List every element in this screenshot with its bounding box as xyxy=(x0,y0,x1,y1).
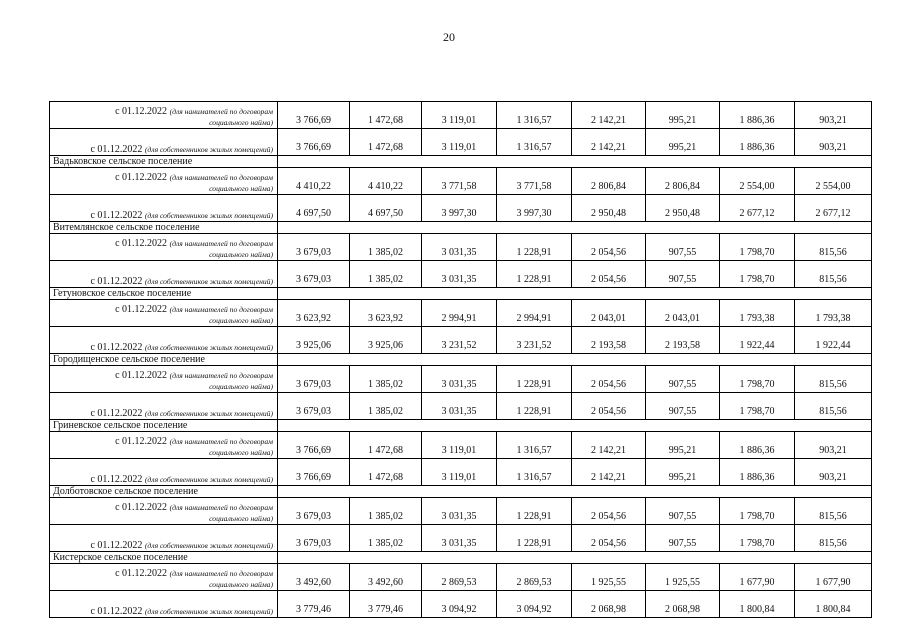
table-cell: 995,21 xyxy=(646,432,720,459)
table-cell: 2 054,56 xyxy=(572,366,646,393)
table-cell: 3 231,52 xyxy=(422,327,497,354)
table-cell: 3 094,92 xyxy=(497,591,572,618)
table-cell: 1 925,55 xyxy=(646,564,720,591)
row-note-owners: (для собственников жилых помещений) xyxy=(144,211,273,220)
table-row-tenants xyxy=(50,564,872,591)
table-cell: 995,21 xyxy=(646,102,720,129)
row-note-tenants-2: социального найма) xyxy=(209,514,273,523)
table-cell: 1 316,57 xyxy=(497,129,572,156)
table-cell: 3 771,58 xyxy=(422,168,497,195)
row-date: с 01.12.2022 xyxy=(90,342,143,353)
table-cell: 1 228,91 xyxy=(497,234,572,261)
row-label-tenants xyxy=(50,168,278,195)
table-cell: 815,56 xyxy=(795,234,872,261)
table-cell: 3 031,35 xyxy=(422,234,497,261)
table-cell: 1 798,70 xyxy=(720,393,795,420)
table-cell: 1 677,90 xyxy=(720,564,795,591)
row-date: с 01.12.2022 xyxy=(90,276,143,287)
table-cell: 3 031,35 xyxy=(422,393,497,420)
row-date: с 01.12.2022 xyxy=(90,606,143,617)
table-cell: 3 925,06 xyxy=(278,327,350,354)
table-cell: 2 054,56 xyxy=(572,234,646,261)
settlement-header-blank xyxy=(278,156,872,168)
table-cell: 3 031,35 xyxy=(422,261,497,288)
table-cell: 995,21 xyxy=(646,129,720,156)
row-label-owners xyxy=(50,393,278,420)
table-cell: 2 950,48 xyxy=(572,195,646,222)
row-note-owners: (для собственников жилых помещений) xyxy=(144,475,273,484)
table-cell: 1 677,90 xyxy=(795,564,872,591)
table-cell: 3 031,35 xyxy=(422,525,497,552)
table-cell: 2 142,21 xyxy=(572,459,646,486)
row-date: с 01.12.2022 xyxy=(115,238,168,249)
row-date: с 01.12.2022 xyxy=(90,210,143,221)
row-label-owners xyxy=(50,261,278,288)
table-cell: 2 950,48 xyxy=(646,195,720,222)
settlement-name: Витемлянское сельское поселение xyxy=(50,222,278,234)
row-note-tenants-2: социального найма) xyxy=(209,250,273,259)
row-note-tenants-1: (для нанимателей по договорам xyxy=(169,107,273,116)
table-cell: 1 228,91 xyxy=(497,366,572,393)
table-cell: 3 031,35 xyxy=(422,366,497,393)
table-cell: 1 800,84 xyxy=(720,591,795,618)
table-cell: 4 697,50 xyxy=(350,195,422,222)
table-cell: 815,56 xyxy=(795,261,872,288)
table-cell: 907,55 xyxy=(646,261,720,288)
table-cell: 1 228,91 xyxy=(497,393,572,420)
table-cell: 1 798,70 xyxy=(720,498,795,525)
table-row-owners xyxy=(50,393,872,420)
row-label-tenants xyxy=(50,564,278,591)
table-cell: 1 228,91 xyxy=(497,261,572,288)
row-date: с 01.12.2022 xyxy=(90,474,143,485)
table-cell: 2 994,91 xyxy=(497,300,572,327)
table-cell: 2 043,01 xyxy=(646,300,720,327)
row-label-tenants xyxy=(50,300,278,327)
table-cell: 3 766,69 xyxy=(278,459,350,486)
settlement-name: Кистерское сельское поселение xyxy=(50,552,278,564)
table-row-tenants xyxy=(50,168,872,195)
row-note-tenants-1: (для нанимателей по договорам xyxy=(169,569,273,578)
row-note-owners: (для собственников жилых помещений) xyxy=(144,145,273,154)
table-cell: 3 925,06 xyxy=(350,327,422,354)
table-cell: 907,55 xyxy=(646,525,720,552)
row-note-tenants-1: (для нанимателей по договорам xyxy=(169,437,273,446)
row-note-tenants-2: социального найма) xyxy=(209,118,273,127)
settlement-name: Долботовское сельское поселение xyxy=(50,486,278,498)
table-cell: 2 869,53 xyxy=(422,564,497,591)
table-row-tenants xyxy=(50,498,872,525)
table-cell: 903,21 xyxy=(795,102,872,129)
settlement-header-blank xyxy=(278,486,872,498)
table-cell: 995,21 xyxy=(646,459,720,486)
row-note-owners: (для собственников жилых помещений) xyxy=(144,277,273,286)
table-cell: 4 697,50 xyxy=(278,195,350,222)
table-cell: 3 779,46 xyxy=(278,591,350,618)
table-cell: 4 410,22 xyxy=(350,168,422,195)
settlement-header-blank xyxy=(278,222,872,234)
table-cell: 1 925,55 xyxy=(572,564,646,591)
table-cell: 3 679,03 xyxy=(278,366,350,393)
table-cell: 815,56 xyxy=(795,498,872,525)
table-cell: 903,21 xyxy=(795,432,872,459)
settlement-name: Гриневское сельское поселение xyxy=(50,420,278,432)
row-date: с 01.12.2022 xyxy=(115,436,168,447)
table-cell: 3 679,03 xyxy=(278,234,350,261)
table-row-owners xyxy=(50,459,872,486)
row-note-owners: (для собственников жилых помещений) xyxy=(144,607,273,616)
row-note-tenants-1: (для нанимателей по договорам xyxy=(169,239,273,248)
table-cell: 2 054,56 xyxy=(572,498,646,525)
table-cell: 1 316,57 xyxy=(497,459,572,486)
table-cell: 2 869,53 xyxy=(497,564,572,591)
table-cell: 1 472,68 xyxy=(350,432,422,459)
row-note-tenants-2: социального найма) xyxy=(209,580,273,589)
table-cell: 3 766,69 xyxy=(278,102,350,129)
table-cell: 1 472,68 xyxy=(350,129,422,156)
row-note-owners: (для собственников жилых помещений) xyxy=(144,541,273,550)
settlement-header-row xyxy=(50,552,872,564)
table-cell: 815,56 xyxy=(795,366,872,393)
row-note-tenants-2: социального найма) xyxy=(209,184,273,193)
table-cell: 3 231,52 xyxy=(497,327,572,354)
table-cell: 3 094,92 xyxy=(422,591,497,618)
row-label-owners xyxy=(50,327,278,354)
table-cell: 3 997,30 xyxy=(497,195,572,222)
table-row-owners xyxy=(50,525,872,552)
table-cell: 3 623,92 xyxy=(278,300,350,327)
table-cell: 1 886,36 xyxy=(720,459,795,486)
table-cell: 2 994,91 xyxy=(422,300,497,327)
row-date: с 01.12.2022 xyxy=(115,304,168,315)
tariff-table xyxy=(49,101,872,618)
settlement-header-row xyxy=(50,222,872,234)
row-date: с 01.12.2022 xyxy=(115,370,168,381)
settlement-header-blank xyxy=(278,288,872,300)
table-row-owners xyxy=(50,327,872,354)
row-note-tenants-2: социального найма) xyxy=(209,448,273,457)
table-cell: 1 385,02 xyxy=(350,261,422,288)
table-row-owners xyxy=(50,261,872,288)
table-cell: 2 554,00 xyxy=(720,168,795,195)
table-cell: 3 997,30 xyxy=(422,195,497,222)
row-label-tenants xyxy=(50,102,278,129)
table-cell: 1 228,91 xyxy=(497,498,572,525)
table-cell: 3 119,01 xyxy=(422,102,497,129)
table-cell: 815,56 xyxy=(795,393,872,420)
row-date: с 01.12.2022 xyxy=(115,502,168,513)
table-cell: 1 228,91 xyxy=(497,525,572,552)
table-cell: 2 142,21 xyxy=(572,129,646,156)
table-row-tenants xyxy=(50,102,872,129)
page-number: 20 xyxy=(443,30,455,44)
table-cell: 1 886,36 xyxy=(720,432,795,459)
table-cell: 1 316,57 xyxy=(497,102,572,129)
table-cell: 3 766,69 xyxy=(278,432,350,459)
table-cell: 1 798,70 xyxy=(720,366,795,393)
row-label-owners xyxy=(50,525,278,552)
table-cell: 903,21 xyxy=(795,459,872,486)
table-cell: 2 193,58 xyxy=(646,327,720,354)
settlement-header-blank xyxy=(278,354,872,366)
table-cell: 2 068,98 xyxy=(572,591,646,618)
table-cell: 2 068,98 xyxy=(646,591,720,618)
settlement-header-blank xyxy=(278,420,872,432)
table-row-tenants xyxy=(50,366,872,393)
table-cell: 815,56 xyxy=(795,525,872,552)
table-cell: 1 793,38 xyxy=(720,300,795,327)
row-date: с 01.12.2022 xyxy=(115,106,168,117)
table-cell: 3 119,01 xyxy=(422,459,497,486)
settlement-header-row xyxy=(50,354,872,366)
table-cell: 3 766,69 xyxy=(278,129,350,156)
row-note-tenants-2: социального найма) xyxy=(209,316,273,325)
settlement-header-blank xyxy=(278,552,872,564)
row-label-tenants xyxy=(50,234,278,261)
row-note-tenants-1: (для нанимателей по договорам xyxy=(169,371,273,380)
table-cell: 1 385,02 xyxy=(350,498,422,525)
table-cell: 903,21 xyxy=(795,129,872,156)
table-cell: 1 385,02 xyxy=(350,366,422,393)
row-note-tenants-1: (для нанимателей по договорам xyxy=(169,503,273,512)
settlement-header-row xyxy=(50,156,872,168)
table-cell: 1 385,02 xyxy=(350,525,422,552)
table-cell: 2 054,56 xyxy=(572,393,646,420)
table-cell: 1 922,44 xyxy=(720,327,795,354)
settlement-header-row xyxy=(50,420,872,432)
table-cell: 3 779,46 xyxy=(350,591,422,618)
table-row-tenants xyxy=(50,432,872,459)
table-cell: 907,55 xyxy=(646,498,720,525)
table-cell: 3 679,03 xyxy=(278,393,350,420)
table-cell: 1 472,68 xyxy=(350,459,422,486)
table-cell: 1 922,44 xyxy=(795,327,872,354)
table-cell: 907,55 xyxy=(646,234,720,261)
row-label-owners xyxy=(50,591,278,618)
row-date: с 01.12.2022 xyxy=(90,540,143,551)
table-cell: 2 806,84 xyxy=(646,168,720,195)
table-row-owners xyxy=(50,591,872,618)
table-cell: 1 886,36 xyxy=(720,129,795,156)
table-cell: 2 806,84 xyxy=(572,168,646,195)
table-cell: 3 679,03 xyxy=(278,261,350,288)
table-row-owners xyxy=(50,195,872,222)
row-date: с 01.12.2022 xyxy=(90,144,143,155)
table-cell: 1 385,02 xyxy=(350,234,422,261)
settlement-header-row xyxy=(50,288,872,300)
table-cell: 3 119,01 xyxy=(422,129,497,156)
table-body xyxy=(50,102,872,618)
settlement-name: Вадьковское сельское поселение xyxy=(50,156,278,168)
row-note-tenants-1: (для нанимателей по договорам xyxy=(169,305,273,314)
table-cell: 3 031,35 xyxy=(422,498,497,525)
row-date: с 01.12.2022 xyxy=(115,172,168,183)
row-label-tenants xyxy=(50,498,278,525)
table-cell: 3 119,01 xyxy=(422,432,497,459)
table-cell: 1 472,68 xyxy=(350,102,422,129)
row-date: с 01.12.2022 xyxy=(115,568,168,579)
table-row-owners xyxy=(50,129,872,156)
row-note-owners: (для собственников жилых помещений) xyxy=(144,409,273,418)
table-cell: 3 771,58 xyxy=(497,168,572,195)
table-cell: 2 193,58 xyxy=(572,327,646,354)
table-cell: 3 679,03 xyxy=(278,498,350,525)
table-cell: 1 800,84 xyxy=(795,591,872,618)
table-cell: 2 554,00 xyxy=(795,168,872,195)
table-cell: 1 798,70 xyxy=(720,261,795,288)
table-cell: 4 410,22 xyxy=(278,168,350,195)
table-cell: 907,55 xyxy=(646,366,720,393)
row-label-tenants xyxy=(50,366,278,393)
table-cell: 2 142,21 xyxy=(572,102,646,129)
row-label-owners xyxy=(50,195,278,222)
table-row-tenants xyxy=(50,234,872,261)
table-cell: 2 054,56 xyxy=(572,261,646,288)
row-label-tenants xyxy=(50,432,278,459)
table-cell: 2 677,12 xyxy=(795,195,872,222)
table-cell: 1 886,36 xyxy=(720,102,795,129)
table-cell: 1 385,02 xyxy=(350,393,422,420)
table-cell: 2 054,56 xyxy=(572,525,646,552)
table-cell: 2 677,12 xyxy=(720,195,795,222)
table-cell: 1 316,57 xyxy=(497,432,572,459)
table-row-tenants xyxy=(50,300,872,327)
row-note-tenants-1: (для нанимателей по договорам xyxy=(169,173,273,182)
row-label-owners xyxy=(50,129,278,156)
table-cell: 907,55 xyxy=(646,393,720,420)
settlement-header-row xyxy=(50,486,872,498)
table-cell: 3 492,60 xyxy=(350,564,422,591)
table-cell: 2 043,01 xyxy=(572,300,646,327)
table-cell: 3 679,03 xyxy=(278,525,350,552)
table-cell: 1 798,70 xyxy=(720,234,795,261)
table-cell: 3 623,92 xyxy=(350,300,422,327)
row-label-owners xyxy=(50,459,278,486)
settlement-name: Гетуновское сельское поселение xyxy=(50,288,278,300)
row-date: с 01.12.2022 xyxy=(90,408,143,419)
table-cell: 1 798,70 xyxy=(720,525,795,552)
table-cell: 1 793,38 xyxy=(795,300,872,327)
settlement-name: Городищенское сельское поселение xyxy=(50,354,278,366)
table-cell: 2 142,21 xyxy=(572,432,646,459)
row-note-tenants-2: социального найма) xyxy=(209,382,273,391)
row-note-owners: (для собственников жилых помещений) xyxy=(144,343,273,352)
table-cell: 3 492,60 xyxy=(278,564,350,591)
